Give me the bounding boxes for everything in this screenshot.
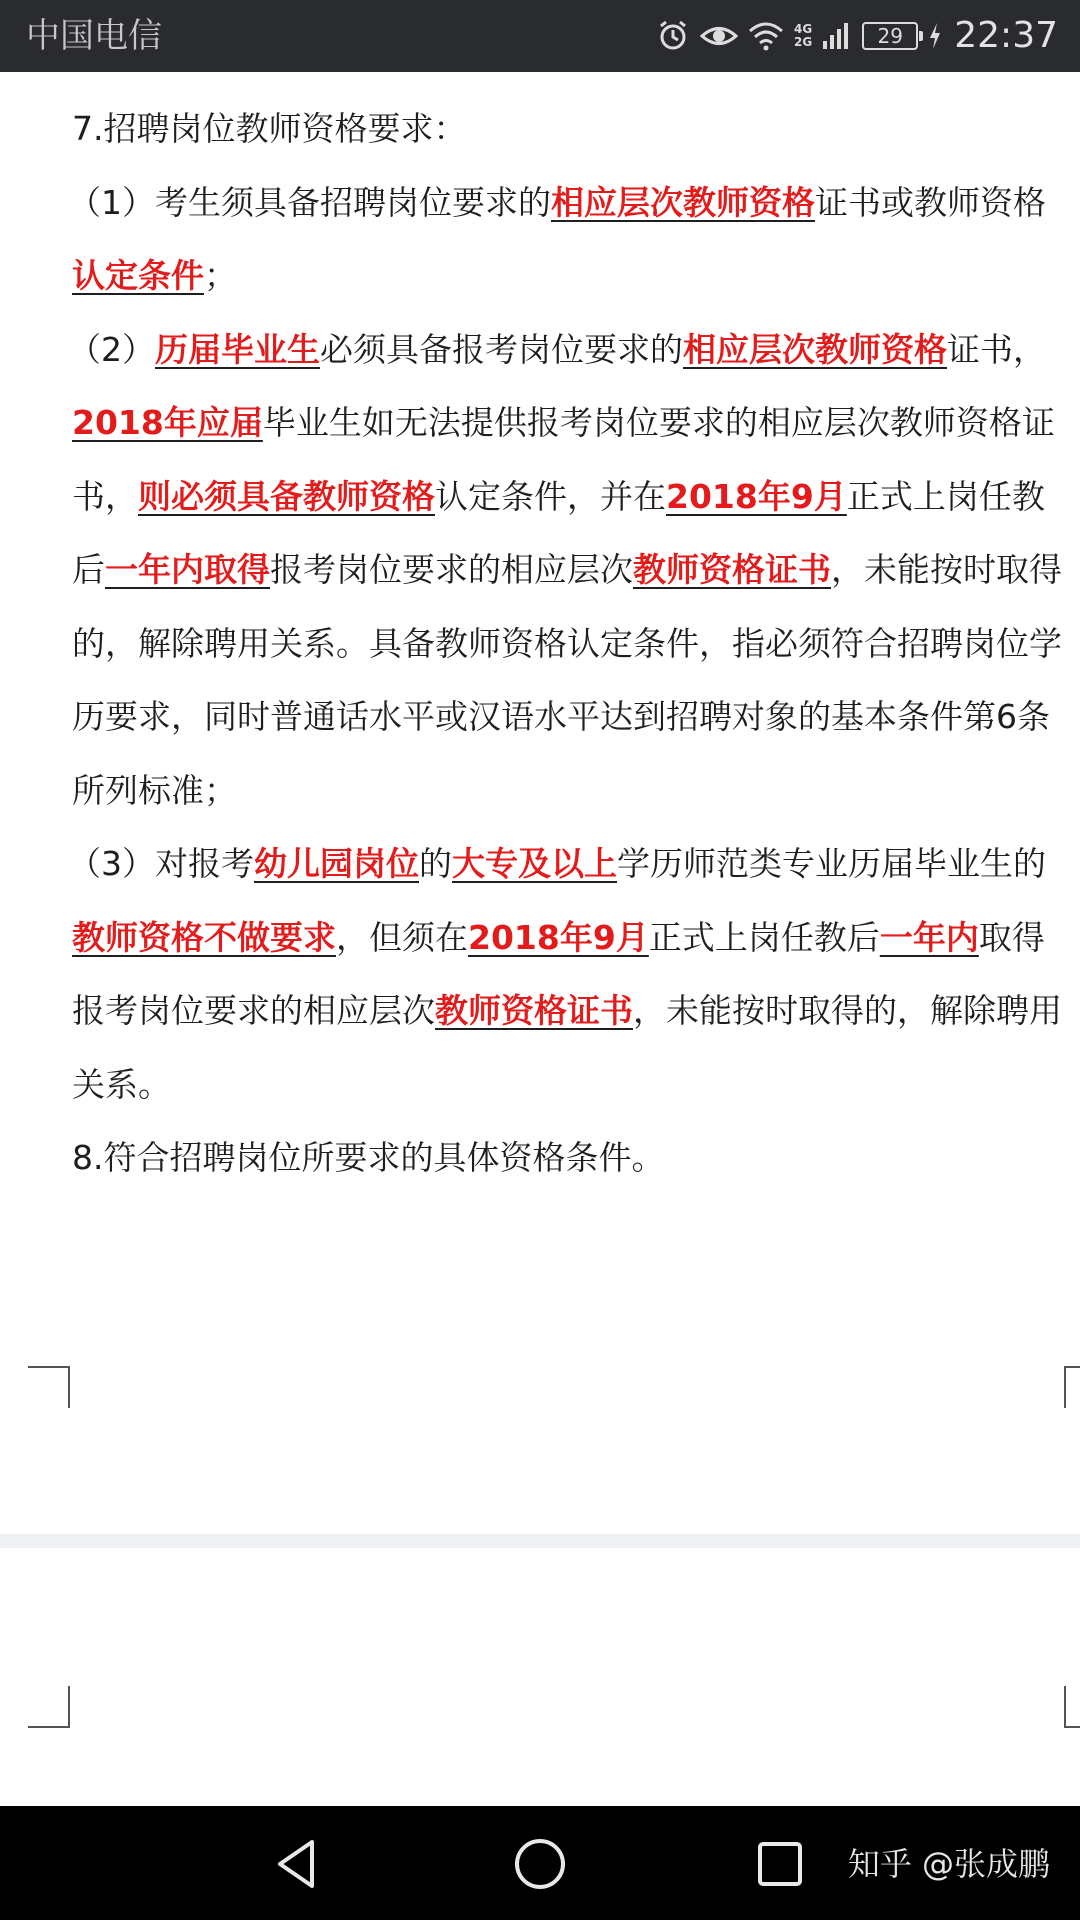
highlight-text: 2018年9月 (666, 476, 847, 516)
text-run: ，未能按时取得的，解除聘用关系。 (72, 991, 1062, 1104)
carrier-name: 中国电信 (26, 16, 162, 56)
highlight-text: 大专及以上 (452, 844, 617, 883)
text-run: （1）考生须具备招聘岗位要求的 (68, 182, 551, 222)
alarm-icon (656, 19, 690, 53)
back-icon[interactable] (270, 1836, 326, 1892)
text-run: 取得报考岗位要求的相应层次 (72, 917, 1045, 1030)
text-run: ； (204, 256, 237, 295)
text-run: 必须具备报考岗位要求的 (320, 329, 683, 369)
highlight-text: 2018年应届 (72, 403, 263, 442)
status-bar (0, 0, 1080, 72)
requirement-item-2 (68, 313, 1062, 828)
requirement-item-3 (68, 827, 1062, 1121)
highlight-text: 相应层次教师资格 (551, 182, 815, 222)
text-run: （3）对报考 (68, 844, 254, 883)
requirement-7-heading: 7.招聘岗位教师资格要求： (72, 109, 467, 148)
page-corner-mark (1064, 1686, 1080, 1728)
text-run: 的 (419, 844, 452, 883)
next-document-page[interactable] (0, 1548, 1080, 1806)
network-type (794, 23, 812, 49)
page-separator (0, 1534, 1080, 1548)
text-run: 认定条件，并在 (435, 476, 666, 516)
highlight-text: 历届毕业生 (155, 329, 320, 369)
text-run: （2） (68, 329, 155, 369)
clock: 22:37 (954, 15, 1058, 56)
highlight-text: 一年内取得 (105, 550, 270, 589)
home-icon[interactable] (512, 1836, 568, 1892)
battery-icon: 29 (862, 22, 918, 50)
text-run: 正式上岗任教后 (72, 476, 1045, 589)
highlight-text: 则必须具备教师资格 (138, 476, 435, 516)
requirement-item-1 (68, 166, 1062, 313)
watermark: 知乎 @张成鹏 (847, 1845, 1050, 1883)
navigation-bar (0, 1806, 1080, 1920)
document-body (68, 92, 1062, 1195)
wifi-icon (748, 21, 784, 51)
text-run: 证书， (947, 329, 1046, 369)
highlight-text: 教师资格证书 (633, 550, 831, 589)
highlight-text: 2018年9月 (468, 917, 649, 957)
highlight-text: 相应层次教师资格 (683, 329, 947, 369)
text-run: 正式上岗任教后 (648, 917, 880, 957)
network-type-bottom: 2G (794, 35, 813, 49)
highlight-text: 教师资格不做要求 (72, 917, 336, 957)
text-run: ，未能按时取得的，解除聘用关系。具备教师资格认定条件，指必须符合招聘岗位学历要求，同时普通话水平或汉语水平达到招聘对象的基本条件第6条所列标准； (72, 550, 1062, 810)
signal-icon (822, 21, 852, 51)
requirement-8-heading: 8.符合招聘岗位所要求的具体资格条件。 (72, 1138, 665, 1177)
text-run: 学历师范类专业历届毕业生的 (617, 844, 1046, 883)
text-run: 报考岗位要求的相应层次 (270, 550, 633, 589)
text-run: ，但须在 (336, 917, 468, 957)
text-run: 毕业生如无法提供报考岗位要求的相应层次教师资格证书， (72, 403, 1055, 516)
highlight-text: 一年内 (879, 917, 979, 957)
highlight-text: 认定条件 (72, 256, 204, 295)
highlight-text: 教师资格证书 (435, 991, 633, 1030)
document-page[interactable] (0, 72, 1080, 1534)
page-corner-mark (1064, 1366, 1080, 1408)
page-corner-mark (28, 1686, 70, 1728)
charging-icon (928, 22, 942, 50)
status-icons (656, 12, 1058, 60)
network-type-top: 4G (794, 22, 813, 36)
page-corner-mark (28, 1366, 70, 1408)
recent-apps-icon[interactable] (752, 1836, 808, 1892)
highlight-text: 幼儿园岗位 (254, 844, 419, 883)
eye-icon (700, 21, 738, 51)
text-run: 证书或教师资格 (815, 182, 1046, 222)
